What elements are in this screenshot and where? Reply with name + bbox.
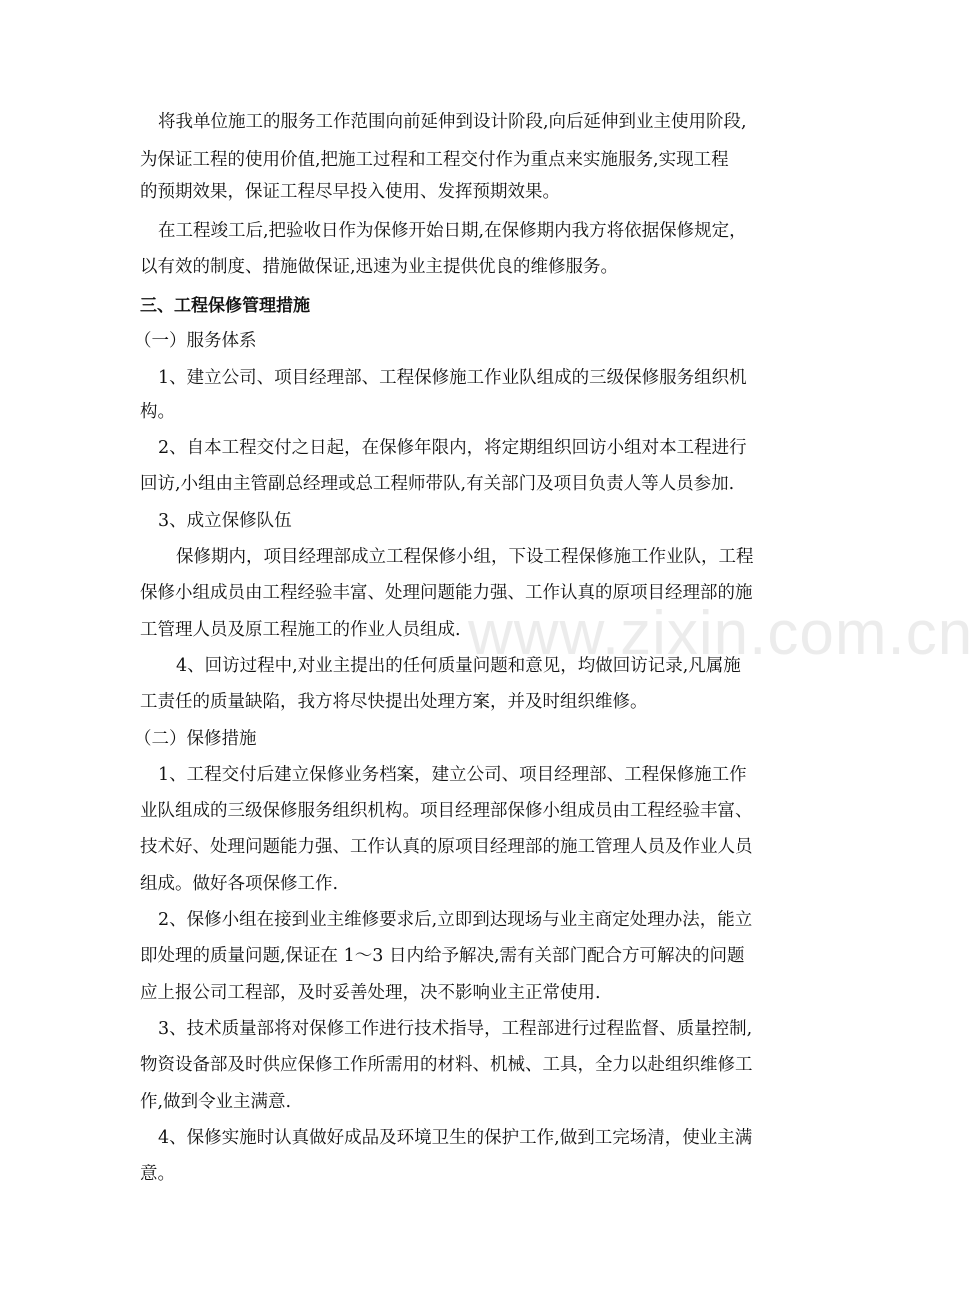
text-line: 回访,小组由主管副总经理或总工程师带队,有关部门及项目负责人等人员参加.: [140, 474, 735, 494]
text-line: 作,做到令业主满意.: [140, 1092, 292, 1112]
text-line: 3、成立保修队伍: [158, 511, 292, 531]
text-line: 即处理的质量问题,保证在 1～3 日内给予解决,需有关部门配合方可解决的问题: [140, 946, 745, 966]
section-heading: 三、工程保修管理措施: [140, 296, 310, 316]
text-line: 以有效的制度、措施做保证,迅速为业主提供优良的维修服务。: [140, 257, 619, 277]
text-line: 4、回访过程中,对业主提出的任何质量问题和意见，均做回访记录,凡属施: [176, 656, 741, 676]
text-line: 构。: [140, 402, 175, 422]
text-line: 1、工程交付后建立保修业务档案，建立公司、项目经理部、工程保修施工作: [158, 765, 747, 785]
text-line: 2、保修小组在接到业主维修要求后,立即到达现场与业主商定处理办法，能立: [158, 910, 753, 930]
text-line: 2、自本工程交付之日起，在保修年限内，将定期组织回访小组对本工程进行: [158, 438, 747, 458]
text-line: 工责任的质量缺陷，我方将尽快提出处理方案，并及时组织维修。: [140, 692, 648, 712]
subsection-heading: （一）服务体系: [134, 331, 257, 351]
text-line: 业队组成的三级保修服务组织机构。项目经理部保修小组成员由工程经验丰富、: [140, 801, 753, 821]
text-line: 保修小组成员由工程经验丰富、处理问题能力强、工作认真的原项目经理部的施: [140, 583, 753, 603]
watermark: www.zixin.com.cn: [468, 599, 973, 668]
text-line: 物资设备部及时供应保修工作所需用的材料、机械、工具，全力以赴组织维修工: [140, 1055, 753, 1075]
text-line: 3、技术质量部将对保修工作进行技术指导，工程部进行过程监督、质量控制,: [158, 1019, 753, 1039]
text-line: 工管理人员及原工程施工的作业人员组成.: [140, 620, 461, 640]
text-line: 1、建立公司、项目经理部、工程保修施工作业队组成的三级保修服务组织机: [158, 368, 747, 388]
text-line: 应上报公司工程部，及时妥善处理，决不影响业主正常使用.: [140, 983, 601, 1003]
text-line: 为保证工程的使用价值,把施工过程和工程交付作为重点来实施服务,实现工程: [140, 150, 729, 170]
text-line: 4、保修实施时认真做好成品及环境卫生的保护工作,做到工完场清，使业主满: [158, 1128, 753, 1148]
text-line: 技术好、处理问题能力强、工作认真的原项目经理部的施工管理人员及作业人员: [140, 837, 753, 857]
text-line: 组成。做好各项保修工作.: [140, 874, 339, 894]
text-line: 保修期内，项目经理部成立工程保修小组，下设工程保修施工作业队，工程: [176, 547, 754, 567]
text-line: 的预期效果，保证工程尽早投入使用、发挥预期效果。: [140, 182, 560, 202]
text-line: 将我单位施工的服务工作范围向前延伸到设计阶段,向后延伸到业主使用阶段,: [158, 112, 747, 132]
subsection-heading: （二）保修措施: [134, 729, 257, 749]
text-line: 意。: [140, 1164, 175, 1184]
text-line: 在工程竣工后,把验收日作为保修开始日期,在保修期内我方将依据保修规定，: [158, 221, 747, 241]
